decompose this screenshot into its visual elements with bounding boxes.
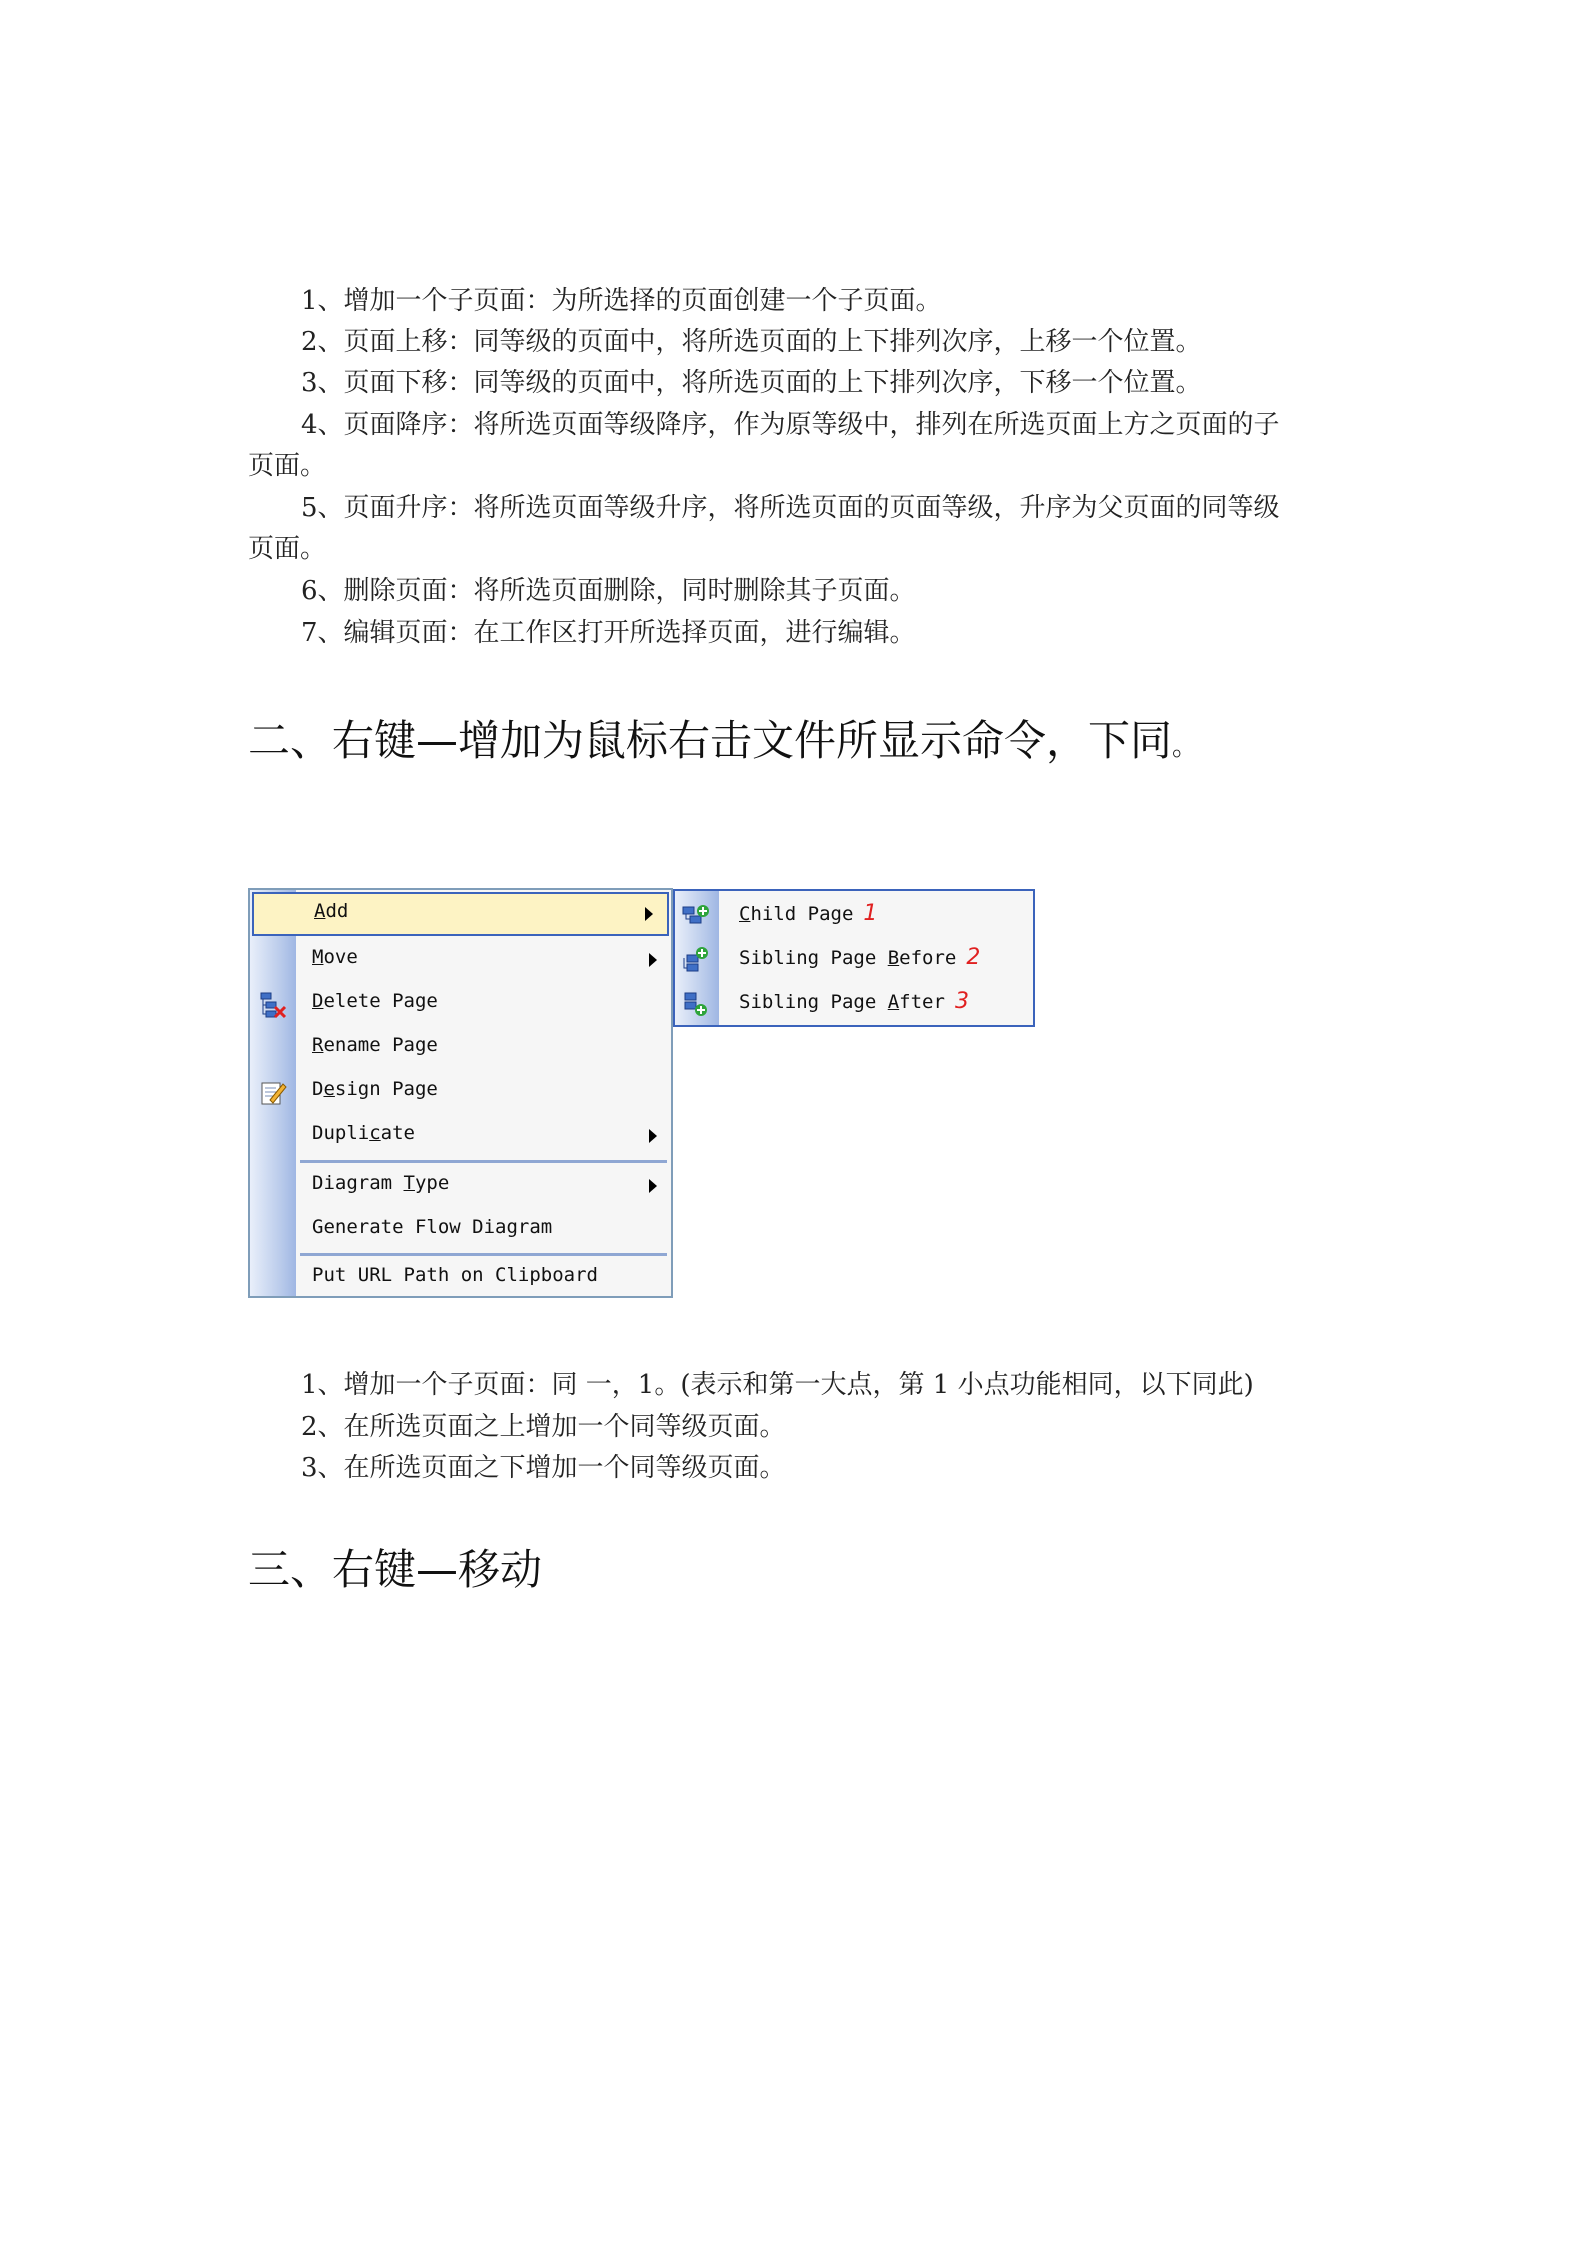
section1-item-5-cont: 页面。 <box>248 534 327 564</box>
section-heading-add <box>248 716 1198 772</box>
submenu-arrow-icon <box>645 907 653 921</box>
menu-item-move[interactable] <box>250 938 671 982</box>
annotation-number: 1 <box>863 901 878 926</box>
menu-item-label: Put URL Path on Clipboard <box>312 1264 598 1286</box>
menu-separator <box>300 1160 667 1163</box>
section1-item-7: 7、编辑页面：在工作区打开所选择页面，进行编辑。 <box>301 618 916 648</box>
menu-item-label: Diagram Type <box>312 1172 450 1194</box>
menu-item-put-url-path[interactable] <box>250 1256 671 1300</box>
heading-period: 。 <box>1172 732 1199 762</box>
menu-item-label: Design Page <box>312 1078 438 1100</box>
section1-item-3: 3、页面下移：同等级的页面中，将所选页面的上下排列次序，下移一个位置。 <box>301 368 1202 398</box>
section1-item-4: 4、页面降序：将所选页面等级降序，作为原等级中，排列在所选页面上方之页面的子 <box>301 410 1280 440</box>
menu-item-delete-page[interactable] <box>250 982 671 1026</box>
menu-item-rename-page[interactable] <box>250 1026 671 1070</box>
design-page-icon <box>258 1078 288 1108</box>
menu-item-design-page[interactable] <box>250 1070 671 1114</box>
section-heading-move: 三、右键—移动 <box>248 1545 543 1594</box>
menu-item-add[interactable] <box>252 892 669 936</box>
section2-item-3: 3、在所选页面之下增加一个同等级页面。 <box>301 1453 786 1483</box>
submenu-item-label: Sibling Page After 3 <box>739 989 969 1014</box>
add-sibling-after-icon <box>681 989 711 1019</box>
section1-item-4-cont: 页面。 <box>248 451 327 481</box>
context-menu <box>248 888 673 1298</box>
section2-item-1: 1、增加一个子页面：同 一，1。(表示和第一大点，第 1 小点功能相同，以下同此) <box>301 1370 1254 1400</box>
section1-item-6: 6、删除页面：将所选页面删除，同时删除其子页面。 <box>301 576 916 606</box>
section1-item-1: 1、增加一个子页面：为所选择的页面创建一个子页面。 <box>301 286 942 316</box>
submenu-arrow-icon <box>649 953 657 967</box>
submenu-arrow-icon <box>649 1129 657 1143</box>
add-submenu <box>673 889 1035 1027</box>
delete-page-icon <box>258 990 288 1020</box>
submenu-item-child-page[interactable] <box>675 893 1033 937</box>
menu-item-label: Rename Page <box>312 1034 438 1056</box>
menu-item-label: Move <box>312 946 358 968</box>
submenu-item-label: Sibling Page Before 2 <box>739 945 981 970</box>
heading-text: 二、右键—增加为鼠标右击文件所显示命令，下同 <box>248 716 1173 765</box>
annotation-number: 2 <box>966 945 981 970</box>
section1-item-5: 5、页面升序：将所选页面等级升序，将所选页面的页面等级，升序为父页面的同等级 <box>301 493 1280 523</box>
submenu-arrow-icon <box>649 1179 657 1193</box>
submenu-item-sibling-after[interactable] <box>675 981 1033 1025</box>
submenu-item-label: Child Page 1 <box>739 901 878 926</box>
menu-item-diagram-type[interactable] <box>250 1164 671 1208</box>
menu-item-generate-flow-diagram[interactable] <box>250 1208 671 1252</box>
section2-item-2: 2、在所选页面之上增加一个同等级页面。 <box>301 1412 786 1442</box>
menu-item-label: Generate Flow Diagram <box>312 1216 553 1238</box>
section1-item-2: 2、页面上移：同等级的页面中，将所选页面的上下排列次序，上移一个位置。 <box>301 327 1202 357</box>
menu-item-duplicate[interactable] <box>250 1114 671 1158</box>
menu-item-label: Duplicate <box>312 1122 415 1144</box>
submenu-item-sibling-before[interactable] <box>675 937 1033 981</box>
annotation-number: 3 <box>954 989 969 1014</box>
menu-item-label: Delete Page <box>312 990 438 1012</box>
add-sibling-before-icon <box>681 945 711 975</box>
menu-item-label: Add <box>314 900 349 922</box>
add-child-page-icon <box>681 901 711 931</box>
